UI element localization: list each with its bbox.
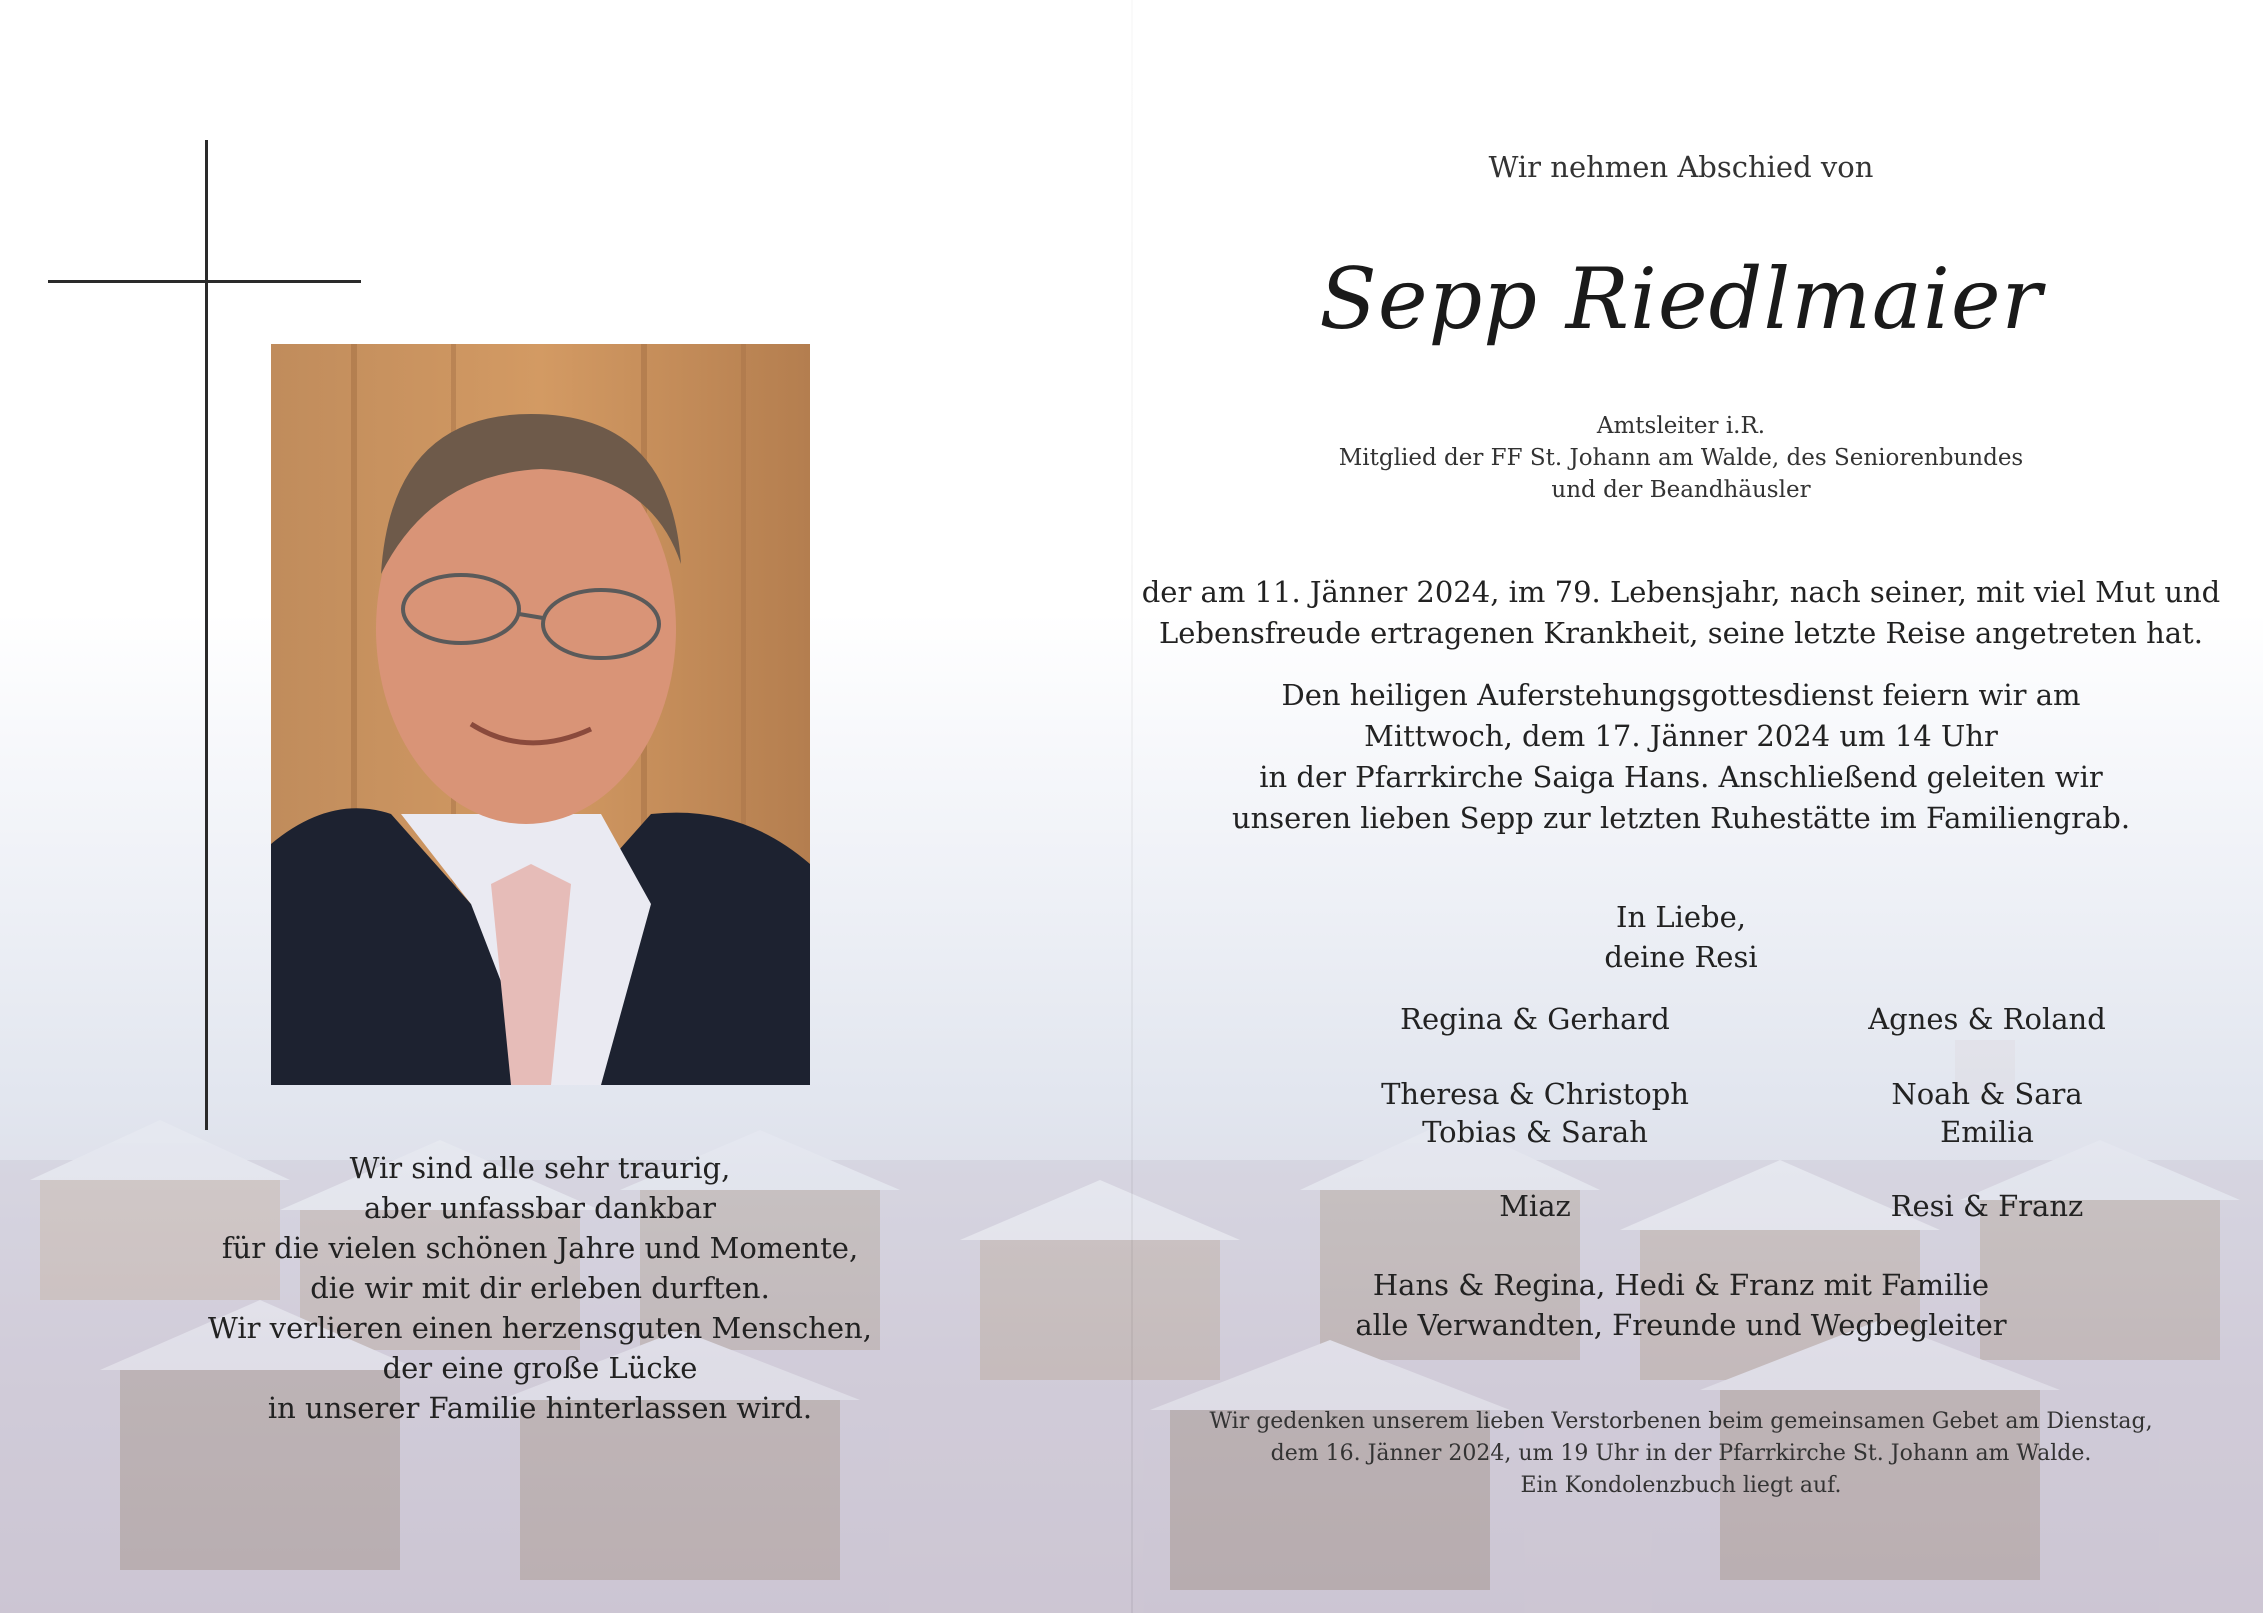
announcement-line: der am 11. Jänner 2024, im 79. Lebensjahr, nach seiner, mit viel Mut und bbox=[1141, 575, 2221, 609]
service-line: in der Pfarrkirche Saiga Hans. Anschließend geleiten wir bbox=[1259, 760, 2103, 794]
family-member: Tobias & Sarah bbox=[1422, 1115, 1648, 1149]
title-line: Mitglied der FF St. Johann am Walde, des Seniorenbundes bbox=[1338, 445, 2024, 471]
service-line: Mittwoch, dem 17. Jänner 2024 um 14 Uhr bbox=[1364, 719, 1998, 753]
family-member: Resi & Franz bbox=[1890, 1189, 2084, 1223]
family-group bbox=[1807, 1000, 2167, 1038]
poem-line: der eine große Lücke bbox=[382, 1351, 698, 1385]
family-group bbox=[1807, 1187, 2167, 1225]
prayer-notice bbox=[1131, 1406, 2231, 1502]
family-member: Emilia bbox=[1940, 1115, 2034, 1149]
title-line: Amtsleiter i.R. bbox=[1596, 413, 1766, 439]
poem-line: aber unfassbar dankbar bbox=[364, 1191, 716, 1225]
love-line: In Liebe, bbox=[1616, 900, 1746, 934]
portrait-photo bbox=[271, 344, 810, 1085]
extended-family bbox=[1131, 1265, 2231, 1345]
extended-line: Hans & Regina, Hedi & Franz mit Familie bbox=[1372, 1268, 1990, 1302]
poem bbox=[170, 1148, 910, 1428]
poem-line: für die vielen schönen Jahre und Momente, bbox=[221, 1231, 859, 1265]
announcement-line: Lebensfreude ertragenen Krankheit, seine letzte Reise angetreten hat. bbox=[1159, 616, 2203, 650]
poem-line: die wir mit dir erleben durften. bbox=[310, 1271, 770, 1305]
cross-symbol-horizontal bbox=[48, 280, 361, 283]
prayer-line: dem 16. Jänner 2024, um 19 Uhr in der Pfarrkirche St. Johann am Walde. bbox=[1270, 1441, 2092, 1466]
poem-line: in unserer Familie hinterlassen wird. bbox=[267, 1391, 813, 1425]
prayer-line: Wir gedenken unserem lieben Verstorbenen beim gemeinsamen Gebet am Dienstag, bbox=[1209, 1409, 2153, 1434]
right-page bbox=[1131, 0, 2263, 1613]
family-member: Regina & Gerhard bbox=[1400, 1002, 1670, 1036]
love-line: deine Resi bbox=[1604, 940, 1758, 974]
signature-love bbox=[1131, 897, 2231, 977]
family-member: Noah & Sara bbox=[1891, 1077, 2083, 1111]
family-member: Theresa & Christoph bbox=[1381, 1077, 1689, 1111]
family-group bbox=[1355, 1187, 1715, 1225]
death-announcement bbox=[1131, 572, 2231, 654]
poem-line: Wir verlieren einen herzensguten Menschen, bbox=[208, 1311, 872, 1345]
family-member: Miaz bbox=[1499, 1189, 1571, 1223]
prayer-line: Ein Kondolenzbuch liegt auf. bbox=[1520, 1473, 1842, 1498]
service-line: unseren lieben Sepp zur letzten Ruhestätte im Familiengrab. bbox=[1231, 801, 2131, 835]
poem-line: Wir sind alle sehr traurig, bbox=[349, 1151, 731, 1185]
family-group bbox=[1355, 1075, 1715, 1151]
family-group bbox=[1355, 1000, 1715, 1038]
family-group bbox=[1807, 1075, 2167, 1151]
deceased-name: Sepp Riedlmaier bbox=[1319, 250, 2043, 348]
intro-text: Wir nehmen Abschied von bbox=[1488, 150, 1874, 184]
funeral-service-info bbox=[1131, 675, 2231, 839]
service-line: Den heiligen Auferstehungsgottesdienst feiern wir am bbox=[1281, 678, 2081, 712]
cross-symbol-vertical bbox=[205, 140, 208, 1130]
family-member: Agnes & Roland bbox=[1868, 1002, 2106, 1036]
extended-line: alle Verwandten, Freunde und Wegbegleiter bbox=[1355, 1308, 2007, 1342]
title-line: und der Beandhäusler bbox=[1551, 477, 1811, 503]
titles bbox=[1131, 410, 2231, 506]
